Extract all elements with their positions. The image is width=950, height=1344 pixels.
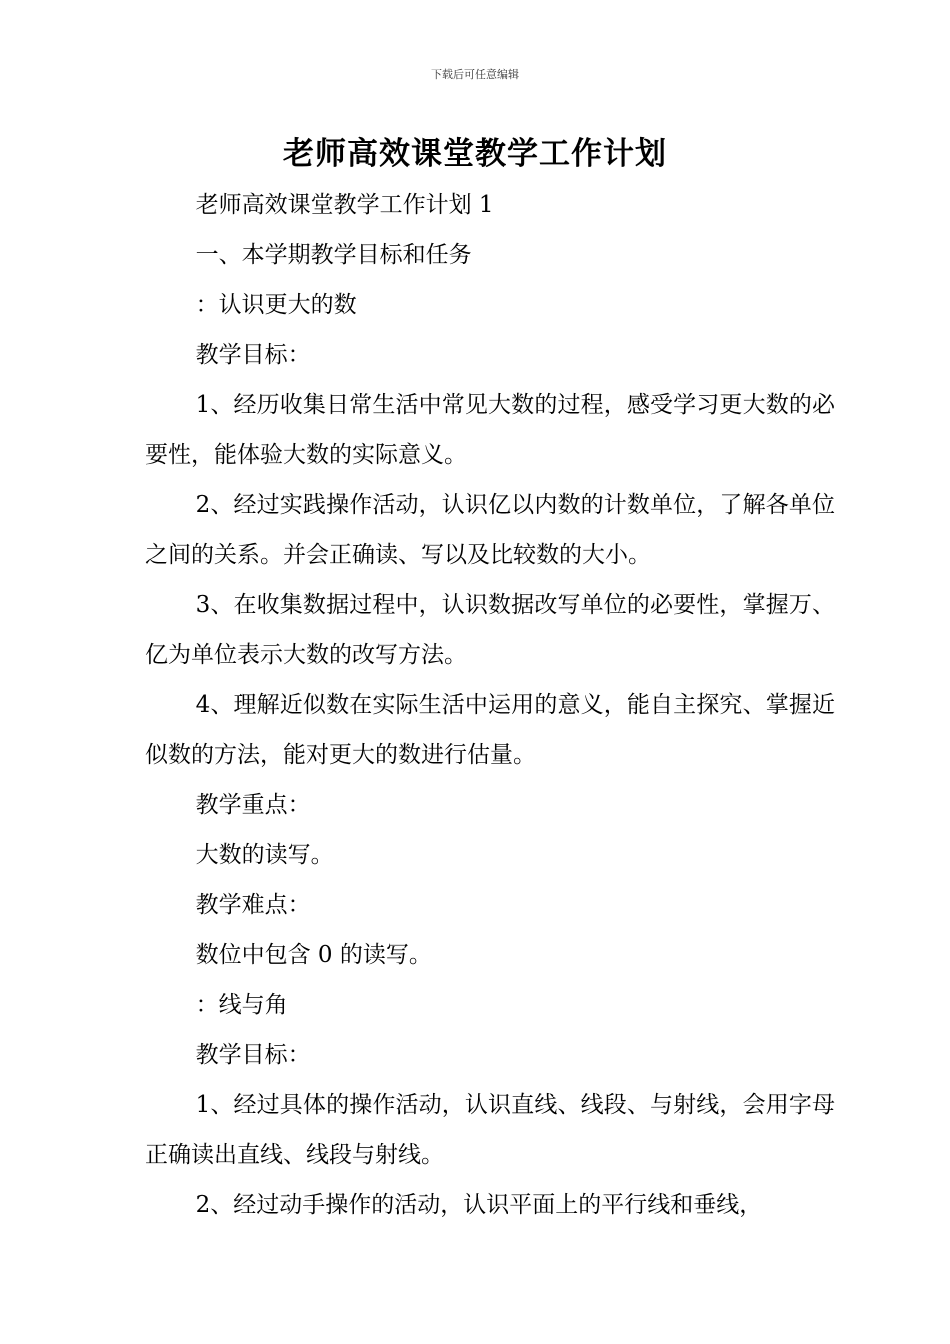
paragraph: 教学重点： <box>195 792 311 818</box>
paragraph: 教学目标： <box>195 1042 311 1068</box>
paragraph: 教学目标： <box>195 342 311 368</box>
header-note: 下载后可任意编辑 <box>431 68 519 81</box>
document-body <box>145 180 835 1230</box>
paragraph: 数位中包含 0 的读写。 <box>195 942 432 968</box>
paragraph: 2、经过动手操作的活动，认识平面上的平行线和垂线， <box>195 1192 763 1218</box>
paragraph: 一、本学期教学目标和任务 <box>195 242 472 268</box>
paragraph: 教学难点： <box>195 892 311 918</box>
paragraph: 1、经历收集日常生活中常见大数的过程，感受学习更大数的必要性，能体验大数的实际意义。 <box>145 392 835 468</box>
document-title: 老师高效课堂教学工作计划 <box>283 136 667 172</box>
paragraph: 2、经过实践操作活动，认识亿以内数的计数单位，了解各单位之间的关系。并会正确读、写以及比较数的大小。 <box>145 492 835 568</box>
paragraph: ：线与角 <box>195 992 288 1018</box>
paragraph: 4、理解近似数在实际生活中运用的意义，能自主探究、掌握近似数的方法，能对更大的数进行估量。 <box>145 692 835 768</box>
paragraph: ：认识更大的数 <box>195 292 357 318</box>
paragraph: 3、在收集数据过程中，认识数据改写单位的必要性，掌握万、亿为单位表示大数的改写方法。 <box>145 592 835 668</box>
paragraph: 1、经过具体的操作活动，认识直线、线段、与射线，会用字母正确读出直线、线段与射线。 <box>145 1092 835 1168</box>
paragraph: 老师高效课堂教学工作计划 1 <box>195 192 494 218</box>
paragraph: 大数的读写。 <box>195 842 334 868</box>
